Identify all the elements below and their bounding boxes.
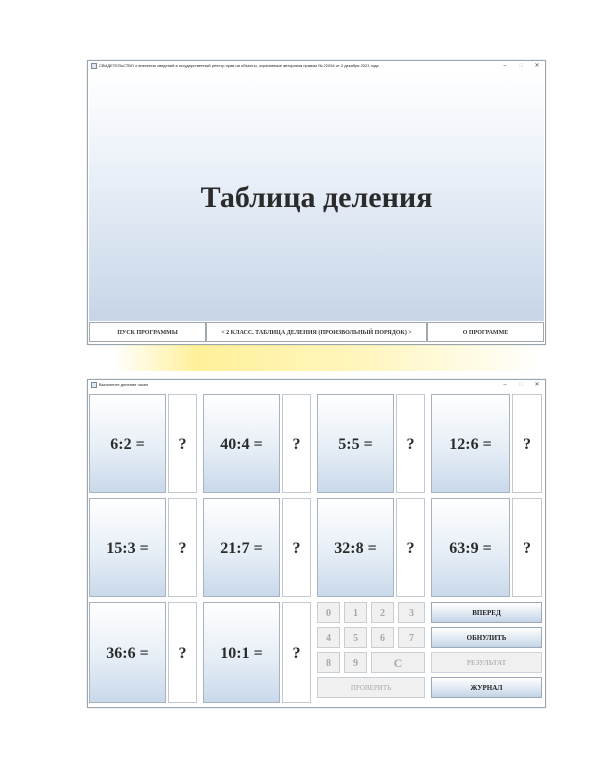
answer-field[interactable]: ?	[512, 394, 542, 493]
answer-field[interactable]: ?	[396, 498, 425, 597]
division-window-title: Выполните деление чисел	[99, 382, 149, 387]
app-icon	[91, 382, 97, 388]
keypad-4-button[interactable]: 4	[317, 627, 340, 648]
problem-card[interactable]: 12:6 =	[431, 394, 510, 493]
page-title: Таблица деления	[200, 181, 433, 214]
problem-card[interactable]: 5:5 =	[317, 394, 394, 493]
problem-card[interactable]: 21:7 =	[203, 498, 280, 597]
keypad-5-button[interactable]: 5	[344, 627, 367, 648]
intro-hero	[89, 71, 544, 321]
decorative-highlight-stripe	[112, 345, 544, 371]
problem-card[interactable]: 32:8 =	[317, 498, 394, 597]
keypad-1-button[interactable]: 1	[344, 602, 367, 623]
intro-titlebar	[88, 61, 545, 71]
keypad-3-button[interactable]: 3	[398, 602, 425, 623]
answer-field[interactable]: ?	[282, 602, 311, 703]
division-titlebar	[88, 380, 545, 390]
intro-bottom-bar	[89, 322, 544, 343]
mode-select-button[interactable]: < 2 КЛАСС. ТАБЛИЦА ДЕЛЕНИЯ (ПРОИЗВОЛЬНЫЙ ПОРЯДОК) >	[206, 322, 427, 342]
problem-card[interactable]: 6:2 =	[89, 394, 166, 493]
reset-button[interactable]: ОБНУЛИТЬ	[431, 627, 542, 648]
about-button[interactable]: О ПРОГРАММЕ	[427, 322, 544, 342]
problem-card[interactable]: 15:3 =	[89, 498, 166, 597]
answer-field[interactable]: ?	[396, 394, 425, 493]
start-program-button[interactable]: ПУСК ПРОГРАММЫ	[89, 322, 206, 342]
maximize-icon[interactable]: □	[519, 382, 523, 388]
minimize-icon[interactable]: –	[503, 382, 507, 388]
answer-field[interactable]: ?	[282, 498, 311, 597]
result-button[interactable]: РЕЗУЛЬТАТ	[431, 652, 542, 673]
keypad-9-button[interactable]: 9	[344, 652, 367, 673]
answer-field[interactable]: ?	[282, 394, 311, 493]
maximize-icon[interactable]: □	[519, 63, 523, 69]
journal-button[interactable]: ЖУРНАЛ	[431, 677, 542, 698]
problem-card[interactable]: 10:1 =	[203, 602, 280, 703]
answer-field[interactable]: ?	[168, 394, 197, 493]
check-button[interactable]: ПРОВЕРИТЬ	[317, 677, 425, 698]
keypad-7-button[interactable]: 7	[398, 627, 425, 648]
next-button[interactable]: ВПЕРЕД	[431, 602, 542, 623]
keypad-0-button[interactable]: 0	[317, 602, 340, 623]
keypad-6-button[interactable]: 6	[371, 627, 394, 648]
problem-card[interactable]: 40:4 =	[203, 394, 280, 493]
close-icon[interactable]: ✕	[534, 382, 540, 388]
answer-field[interactable]: ?	[168, 602, 197, 703]
keypad-8-button[interactable]: 8	[317, 652, 340, 673]
problem-card[interactable]: 63:9 =	[431, 498, 510, 597]
keypad-2-button[interactable]: 2	[371, 602, 394, 623]
problem-card[interactable]: 36:6 =	[89, 602, 166, 703]
intro-window	[87, 60, 546, 345]
minimize-icon[interactable]: –	[503, 63, 507, 69]
division-window	[87, 379, 546, 708]
close-icon[interactable]: ✕	[534, 63, 540, 69]
keypad-clear-button[interactable]: C	[371, 652, 425, 673]
answer-field[interactable]: ?	[168, 498, 197, 597]
answer-field[interactable]: ?	[512, 498, 542, 597]
app-icon	[91, 63, 97, 69]
intro-window-title: СВИДЕТЕЛЬСТВО о внесении сведений в государственный реестр прав на объекты, охраняемые авторским правом № 22094 от 2 декабря 2021 года	[99, 63, 379, 68]
